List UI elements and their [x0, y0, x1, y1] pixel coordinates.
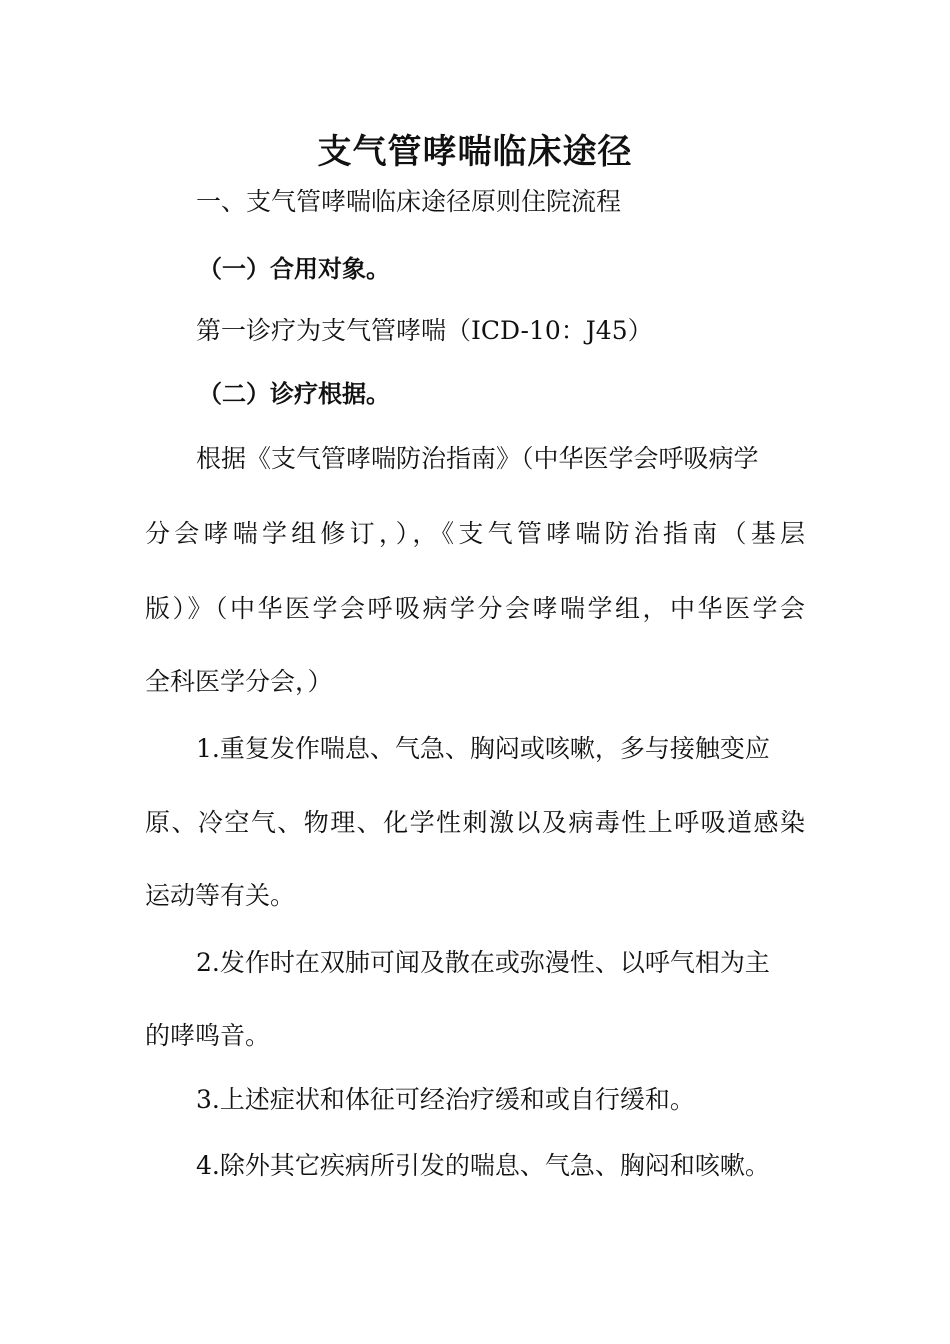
basis-line-4: 全科医学分会，） [145, 667, 333, 696]
basis-line-3: 版）》（中华医学会呼吸病学分会哮喘学组，中华医学会 [145, 594, 805, 623]
criterion-4-line-1: 4.除外其它疾病所引发的喘息、气急、胸闷和咳嗽。 [196, 1151, 770, 1180]
criterion-3-line-1: 3.上述症状和体征可经治疗缓和或自行缓和。 [196, 1085, 695, 1114]
subsection-1-body: 第一诊疗为支气管哮喘（ICD-10：J45） [196, 316, 653, 345]
document-title: 支气管哮喘临床途径 [317, 132, 633, 172]
criterion-1-line-2: 原、冷空气、物理、化学性刺激以及病毒性上呼吸道感染 [145, 808, 805, 837]
criterion-2-line-2: 的哮鸣音。 [145, 1021, 271, 1050]
basis-line-1: 根据《支气管哮喘防治指南》（中华医学会呼吸病学 [196, 444, 759, 473]
criterion-1-line-3: 运动等有关。 [145, 881, 296, 910]
subsection-1-heading: （一）合用对象。 [198, 255, 390, 283]
subsection-2-heading: （二）诊疗根据。 [198, 380, 390, 408]
criterion-1-line-1: 1.重复发作喘息、气急、胸闷或咳嗽，多与接触变应 [196, 734, 770, 763]
criterion-2-line-1: 2.发作时在双肺可闻及散在或弥漫性、以呼气相为主 [196, 948, 770, 977]
section-heading: 一、支气管哮喘临床途径原则住院流程 [196, 187, 622, 216]
basis-line-2: 分会哮喘学组修订，），《支气管哮喘防治指南（基层 [145, 519, 805, 548]
